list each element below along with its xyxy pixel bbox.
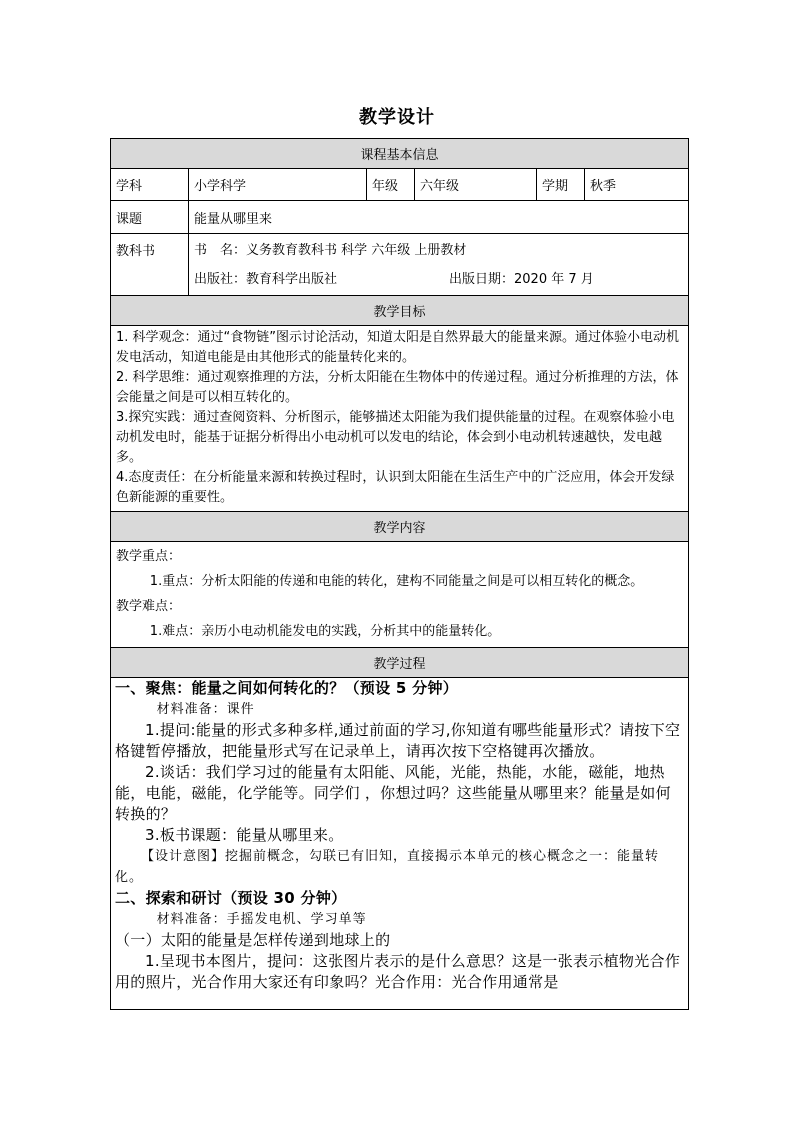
key-point: 1.重点：分析太阳能的传递和电能的转化，建构不同能量之间是可以相互转化的概念。 [149, 574, 644, 589]
textbook-label: 教科书 [111, 234, 189, 296]
difficulty-label: 教学难点： [116, 599, 182, 614]
goals-header: 教学目标 [111, 296, 689, 326]
section-2-step-1: 1.呈现书本图片，提问：这张图片表示的是什么意思？这是一张表示植物光合作用的照片，光合作用大家还有印象吗？光合作用：光合作用通常是 [115, 952, 681, 991]
grade-label: 年级 [367, 169, 415, 201]
section-2-subtitle: （一）太阳的能量是怎样传递到地球上的 [115, 931, 391, 949]
section-1-step-1: 1.提问:能量的形式多种多样,通过前面的学习,你知道有哪些能量形式？请按下空格键暂停播放，把能量形式写在记录单上，请再次按下空格键再次播放。 [115, 721, 681, 760]
key-point-label: 教学重点： [116, 549, 182, 564]
subject-value: 小学科学 [189, 169, 367, 201]
content-body [111, 542, 689, 648]
subject-label: 学科 [111, 169, 189, 201]
book-name: 书 名：义务教育教科书 科学 六年级 上册教材 [194, 242, 467, 258]
goals-body [111, 326, 689, 512]
publish-date: 出版日期：2020 年 7 月 [449, 271, 594, 287]
topic-label: 课题 [111, 201, 189, 234]
term-label: 学期 [537, 169, 585, 201]
design-intent: 【设计意图】挖掘前概念，勾联已有旧知，直接揭示本单元的核心概念之一：能量转化。 [115, 849, 660, 885]
section-2-title: 二、探索和研讨（预设 30 分钟） [115, 889, 347, 907]
publisher-row [189, 265, 688, 294]
section-2-material: 材料准备：手摇发电机、学习单等 [156, 912, 367, 927]
grade-value: 六年级 [415, 169, 537, 201]
goal-item: 2. 科学思维：通过观察推理的方法，分析太阳能在生物体中的传递过程。通过分析推理的方法，体会能量之间是可以相互转化的。 [116, 370, 679, 405]
lesson-plan-table [110, 138, 689, 1010]
difficulty: 1.难点：亲历小电动机能发电的实践，分析其中的能量转化。 [149, 624, 501, 639]
section-1-step-2: 2.谈话：我们学习过的能量有太阳能、风能，光能，热能，水能，磁能，地热能，电能，磁能，化学能等。同学们 ，你想过吗？这些能量从哪里来？能量是如何转换的？ [115, 763, 671, 823]
process-header: 教学过程 [111, 648, 689, 678]
section-1-material: 材料准备：课件 [156, 702, 255, 717]
process-body [111, 678, 689, 1010]
term-value: 秋季 [585, 169, 689, 201]
section-1-step-3: 3.板书课题：能量从哪里来。 [145, 826, 344, 844]
goal-item: 3.探究实践：通过查阅资料、分析图示，能够描述太阳能为我们提供能量的过程。在观察体验小电动机发电时，能基于证据分析得出小电动机可以发电的结论，体会到小电动机转速越快，发电越多。 [116, 410, 675, 465]
goal-item: 1. 科学观念：通过“食物链”图示讨论活动，知道太阳是自然界最大的能量来源。通过体验小电动机发电活动，知道电能是由其他形式的能量转化来的。 [116, 330, 680, 365]
topic-value: 能量从哪里来 [189, 201, 689, 234]
goal-item: 4.态度责任：在分析能量来源和转换过程时，认识到太阳能在生活生产中的广泛应用，体会开发绿色新能源的重要性。 [116, 470, 675, 505]
textbook-info [189, 234, 689, 296]
basic-info-header: 课程基本信息 [111, 139, 689, 169]
publisher: 出版社：教育科学出版社 [194, 271, 338, 287]
document-title: 教学设计 [359, 107, 435, 128]
content-header: 教学内容 [111, 512, 689, 542]
section-1-title: 一、聚焦：能量之间如何转化的？（预设 5 分钟） [115, 679, 459, 697]
